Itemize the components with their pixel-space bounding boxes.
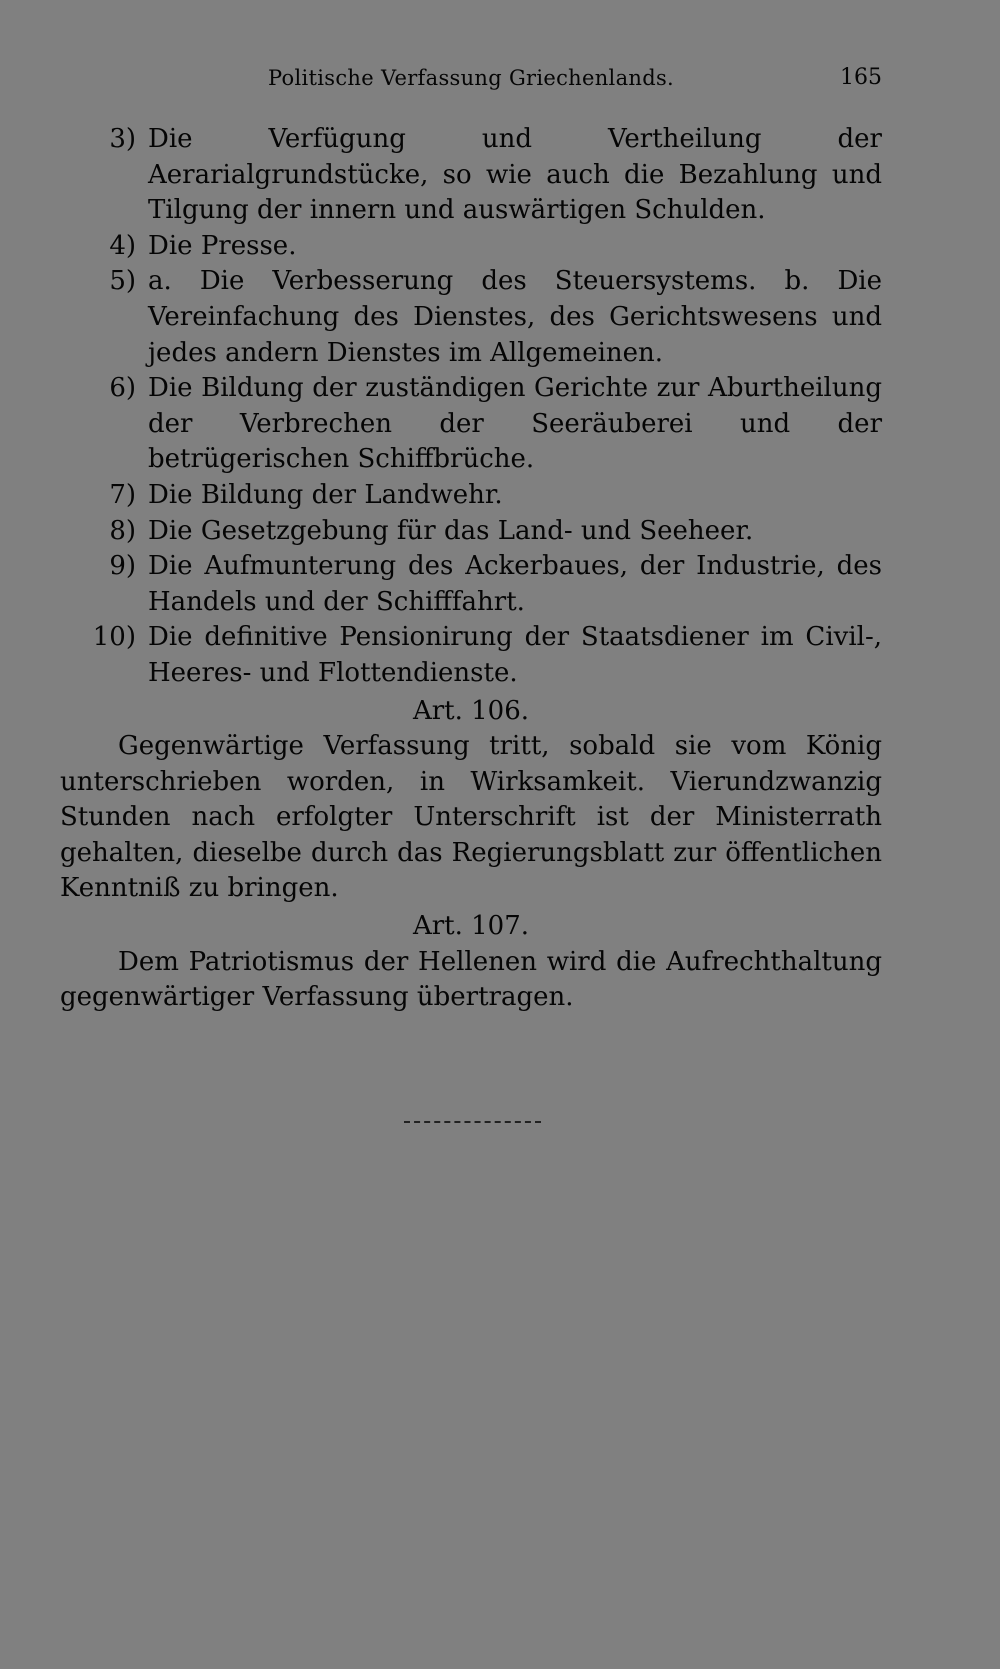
end-rule (404, 1121, 541, 1123)
list-item (60, 549, 882, 620)
list-item-text: Die Gesetzgebung für das Land- und Seeheer. (148, 515, 754, 546)
article-106-heading: Art. 106. (412, 695, 530, 726)
list-item-text: Die definitive Pensionirung der Staatsdiener im Civil-, Heeres- und Flottendienste. (148, 622, 882, 688)
list-item-text: Die Bildung der zuständigen Gerichte zur Aburtheilung der Verbrechen der Seeräuberei und der betrügerischen Schiffbrüche. (148, 373, 882, 475)
list-item (60, 371, 882, 478)
list-item-number: 3) (109, 124, 136, 154)
list-item-number: 6) (109, 373, 136, 404)
list-item (60, 620, 882, 691)
article-107-text: Dem Patriotismus der Hellenen wird die Aufrechthaltung gegenwärtiger Verfassung übertragen. (60, 946, 882, 1013)
list-item (60, 264, 882, 371)
article-107-heading: Art. 107. (412, 911, 530, 942)
list-item-text: Die Presse. (148, 230, 297, 261)
list-item-text: Die Bildung der Landwehr. (148, 479, 503, 510)
list-item-number: 9) (109, 551, 136, 582)
list-item-number: 8) (109, 515, 136, 546)
page-number: 165 (840, 65, 882, 90)
list-item (60, 478, 882, 514)
list-item-number: 4) (109, 230, 136, 261)
list-item-text: Die Aufmunterung des Ackerbaues, der Industrie, des Handels und der Schifffahrt. (148, 551, 882, 617)
list-item-number: 7) (109, 479, 136, 510)
list-item (60, 514, 882, 550)
list-item-text: Die Verfügung und Vertheilung der Aerarialgrundstücke, so wie auch die Bezahlung und Tilgung der innern und auswärtigen Schulden. (148, 124, 882, 226)
list-item (60, 122, 882, 229)
body-text (60, 122, 882, 1016)
list-item-number: 5) (109, 266, 136, 297)
running-title: Politische Verfassung Griechenlands. (267, 66, 675, 90)
list-item-text: a. Die Verbesserung des Steuersystems. b. Die Vereinfachung des Dienstes, des Gerichtswesens und jedes andern Dienstes im Allgemeinen. (148, 266, 882, 368)
list-item-number: 10) (92, 622, 136, 653)
article-106-text: Gegenwärtige Verfassung tritt, sobald sie vom König unterschrieben worden, in Wirksamkeit. Vierundzwanzig Stunden nach erfolgter Unterschrift ist der Ministerrath gehalten, dieselbe durch das Regierungsblatt zur öffentlichen Kenntniß zu bringen. (60, 731, 882, 904)
running-head (60, 62, 882, 94)
list-item (60, 229, 882, 265)
